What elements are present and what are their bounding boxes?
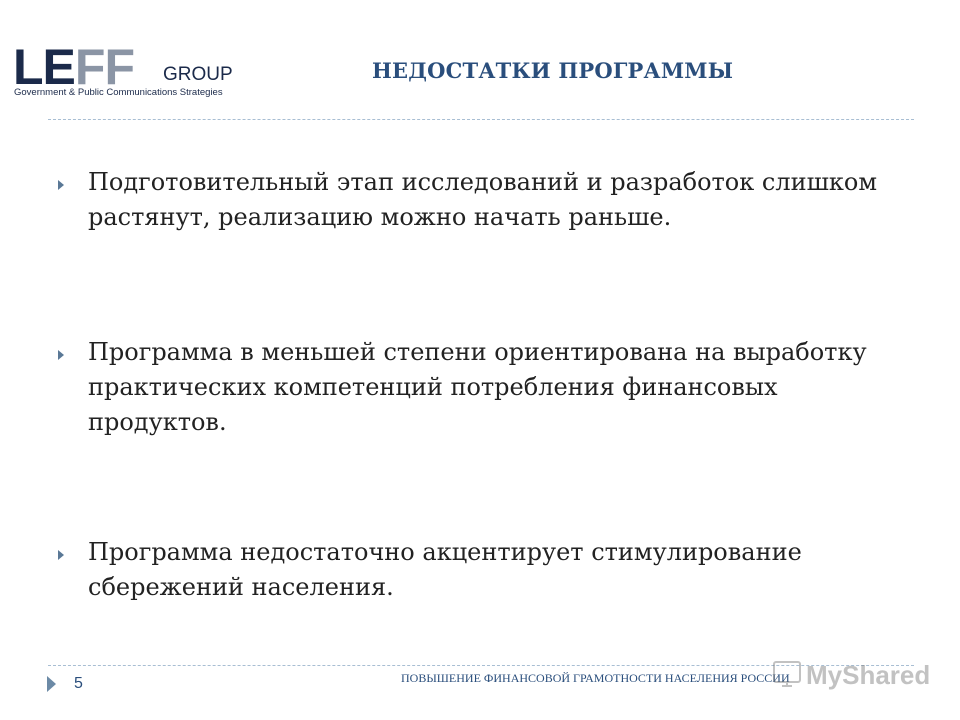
- bullet-arrow-icon: [58, 180, 64, 190]
- bullet-arrow-icon: [58, 350, 64, 360]
- logo-mark-dark: LE: [13, 39, 75, 95]
- myshared-watermark: [772, 656, 932, 696]
- page-arrow-icon: [47, 676, 56, 692]
- page-number: 5: [74, 675, 83, 692]
- logo-mark-light: FF: [74, 39, 134, 95]
- bullet-text: Подготовительный этап исследований и разработок слишком растянут, реализацию можно начать раньше.: [88, 168, 877, 231]
- watermark-text: MyShared: [806, 660, 931, 690]
- logo-subtitle: Government & Public Communications Strategies: [14, 87, 223, 98]
- bullet-text: Программа в меньшей степени ориентирована на выработку практических компетенций потребления финансовых продуктов.: [88, 338, 867, 436]
- slide-title: НЕДОСТАТКИ ПРОГРАММЫ: [372, 58, 734, 83]
- footer-caption: ПОВЫШЕНИЕ ФИНАНСОВОЙ ГРАМОТНОСТИ НАСЕЛЕНИЯ РОССИИ: [401, 671, 790, 685]
- bullet-text: Программа недостаточно акцентирует стимулирование сбережений населения.: [88, 538, 802, 601]
- top-divider: [48, 119, 914, 120]
- logo-mark: [13, 39, 134, 95]
- leff-group-logo: [13, 39, 233, 102]
- logo-group-label: GROUP: [163, 64, 233, 85]
- bullet-arrow-icon: [58, 550, 64, 560]
- watermark-screen-icon: [774, 662, 800, 682]
